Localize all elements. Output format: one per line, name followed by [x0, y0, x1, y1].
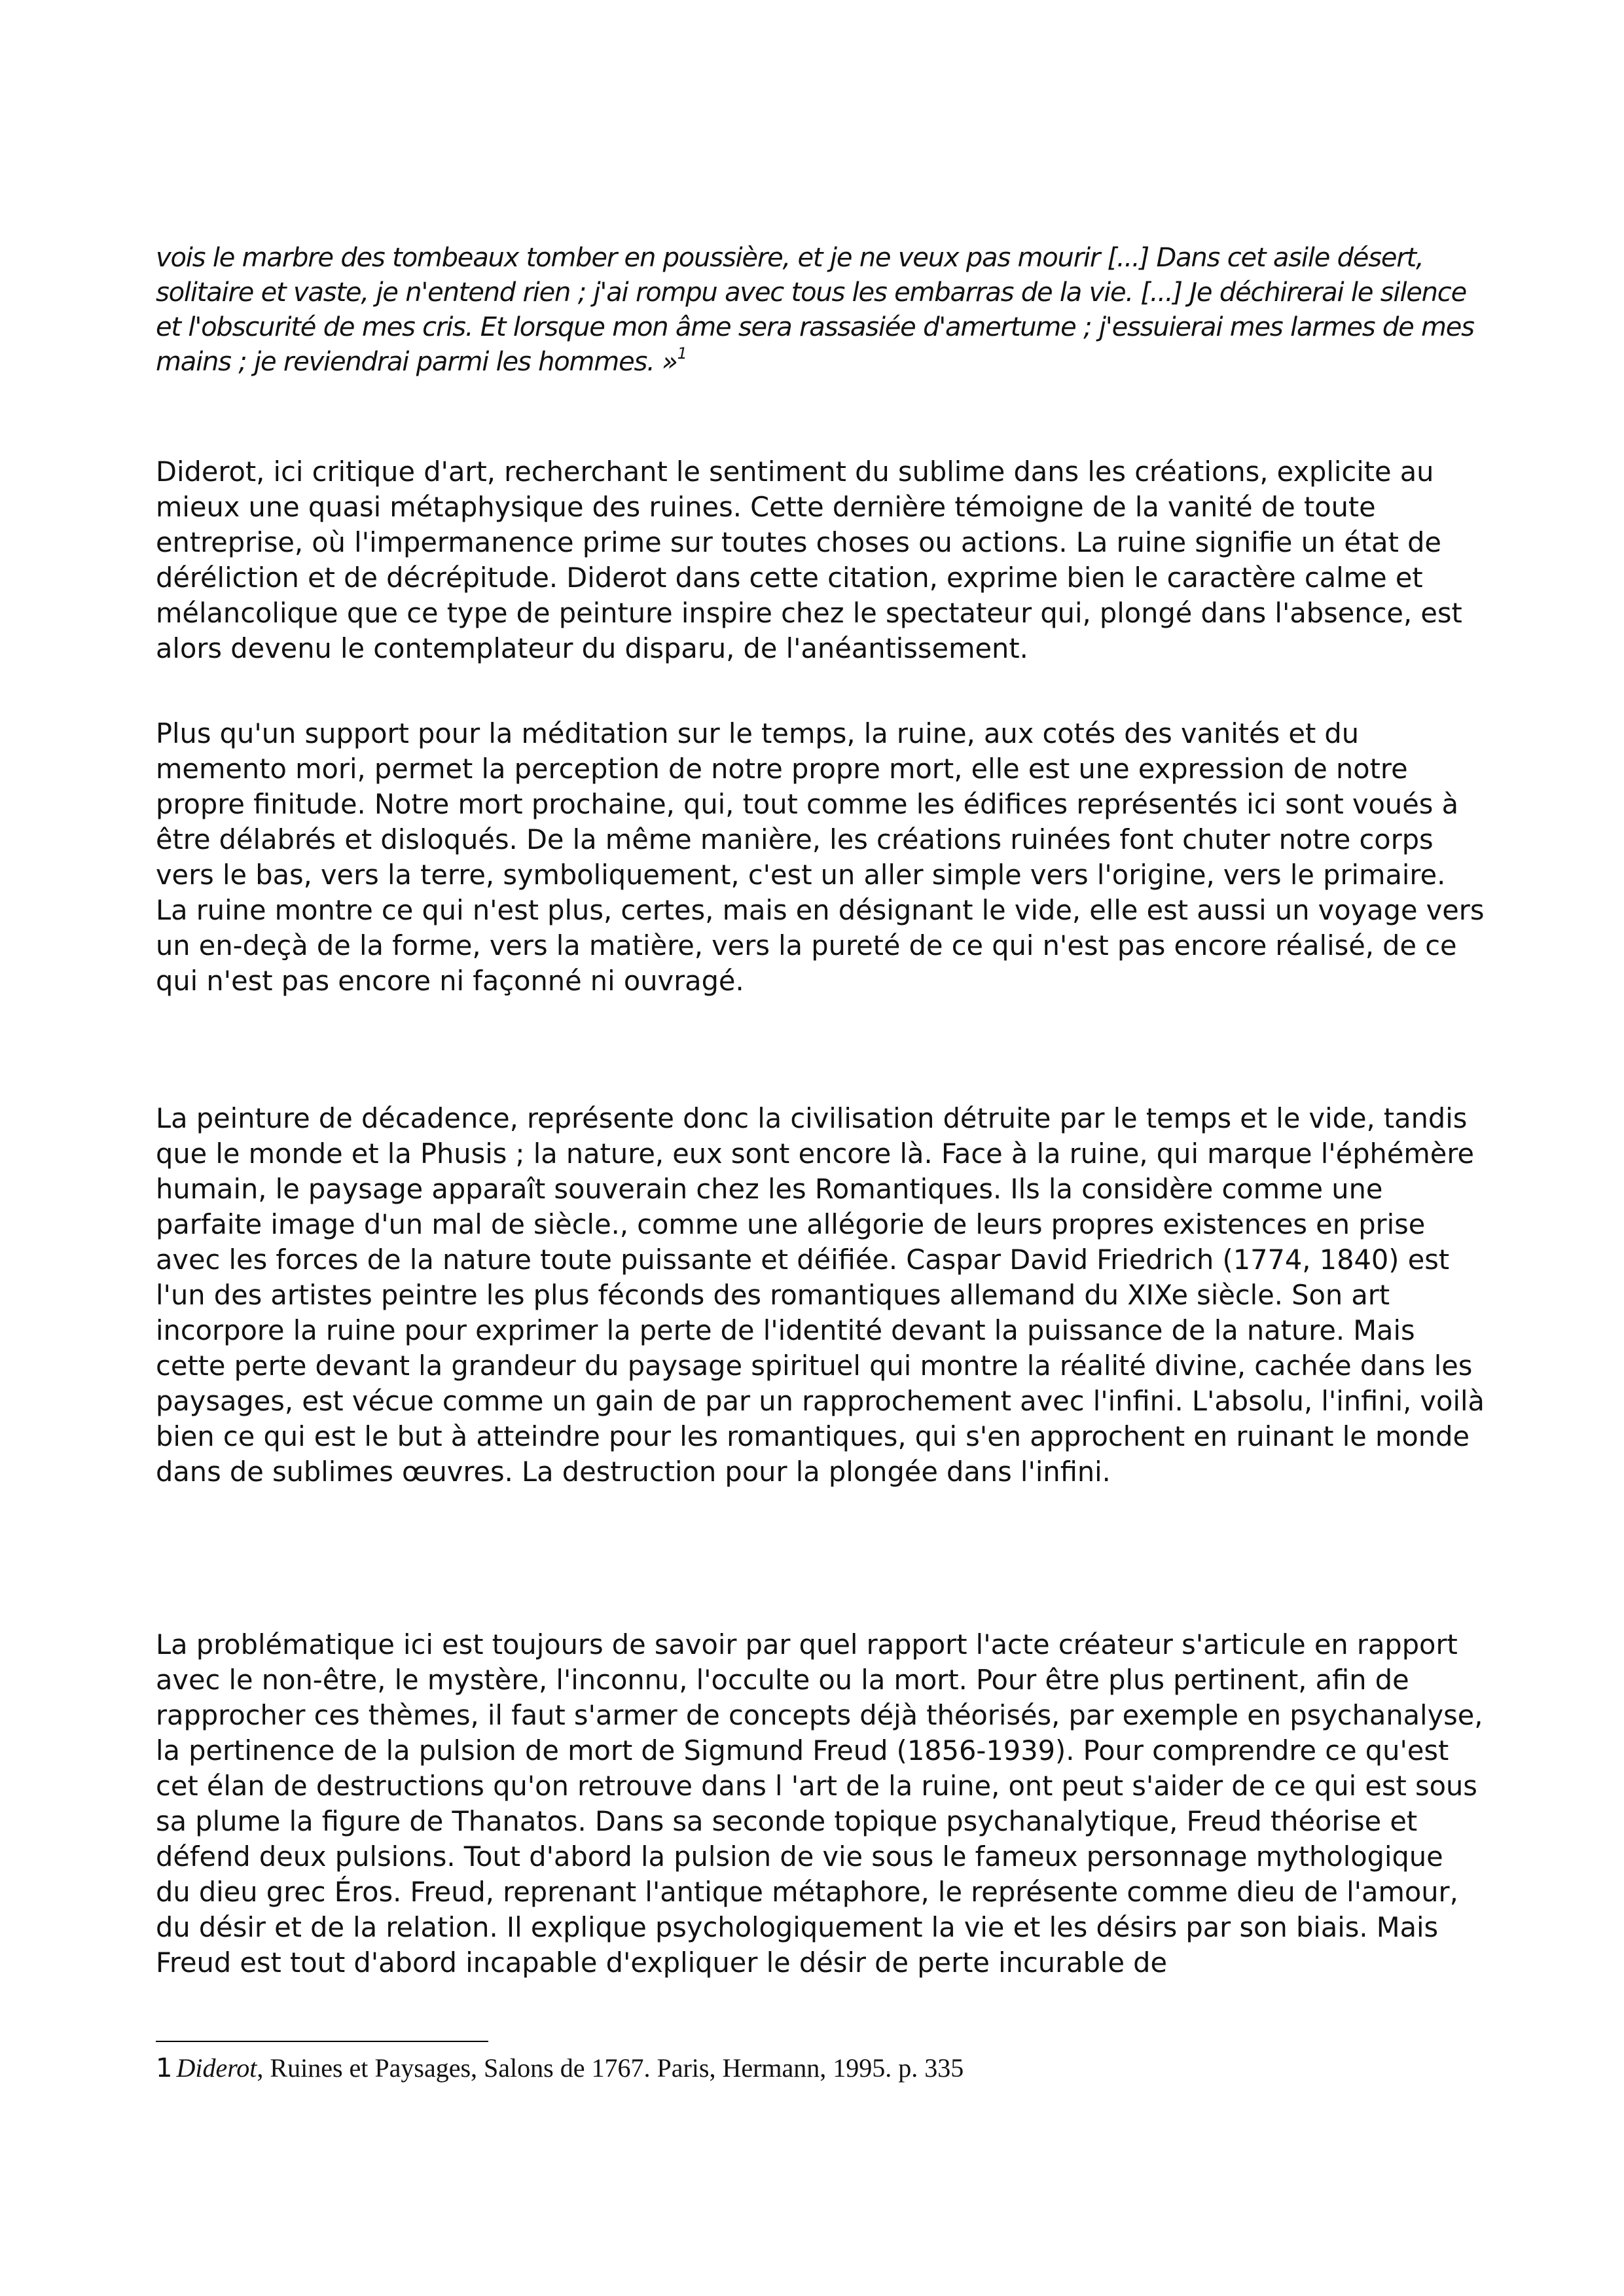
footnote-separator — [156, 2041, 488, 2042]
footnote-author: Diderot — [176, 2053, 257, 2083]
footnote — [156, 2051, 1485, 2085]
body-paragraph-4: La problématique ici est toujours de savoir par quel rapport l'acte créateur s'articule en rapport avec le non-être, le mystère, l'inconnu, l'occulte ou la mort. Pour être plus pertinent, afin de rapprocher ces thèmes, il faut s'armer de concepts déjà théorisés, par exemple en psychanalyse, la pertinence de la pulsion de mort de Sigmund Freud (1856-1939). Pour comprendre ce qu'est cet élan de destructions qu'on retrouve dans l 'art de la ruine, ont peut s'aider de ce qui est sous sa plume la figure de Thanatos. Dans sa seconde topique psychanalytique, Freud théorise et défend deux pulsions. Tout d'abord la pulsion de vie sous le fameux personnage mythologique du dieu grec Éros. Freud, reprenant l'antique métaphore, le représente comme dieu de l'amour, du désir et de la relation. Il explique psychologiquement la vie et les désirs par son biais. Mais Freud est tout d'abord incapable d'expliquer le désir de perte incurable de — [156, 1628, 1483, 1979]
body-paragraph-2: Plus qu'un support pour la méditation sur le temps, la ruine, aux cotés des vanités et du memento mori, permet la perception de notre propre mort, elle est une expression de notre propre finitude. Notre mort prochaine, qui, tout comme les édifices représentés ici sont voués à être délabrés et disloqués. De la même manière, les créations ruinées font chuter notre corps vers le bas, vers la terre, symboliquement, c'est un aller simple vers l'origine, vers le primaire. La ruine montre ce qui n'est plus, certes, mais en désignant le vide, elle est aussi un voyage vers un en-deçà de la forme, vers la matière, vers la pureté de ce qui n'est pas encore réalisé, de ce qui n'est pas encore ni façonné ni ouvragé. — [156, 717, 1485, 997]
footnote-number: 1 — [156, 2053, 173, 2083]
body-paragraph-1: Diderot, ici critique d'art, recherchant le sentiment du sublime dans les créations, explicite au mieux une quasi métaphysique des ruines. Cette dernière témoigne de la vanité de toute entreprise, où l'impermanence prime sur toutes choses ou actions. La ruine signifie un état de déréliction et de décrépitude. Diderot dans cette citation, exprime bien le caractère calme et mélancolique que ce type de peinture inspire chez le spectateur qui, plongé dans l'absence, est alors devenu le contemplateur du disparu, de l'anéantissement. — [156, 456, 1462, 664]
footnote-reference[interactable]: 1 — [677, 344, 687, 363]
footnote-citation: , Ruines et Paysages, Salons de 1767. Paris, Hermann, 1995. p. 335 — [257, 2053, 964, 2083]
body-paragraph-3: La peinture de décadence, représente donc la civilisation détruite par le temps et le vide, tandis que le monde et la Phusis ; la nature, eux sont encore là. Face à la ruine, qui marque l'éphémère humain, le paysage apparaît souverain chez les Romantiques. Ils la considère comme une parfaite image d'un mal de siècle., comme une allégorie de leurs propres existences en prise avec les forces de la nature toute puissante et déifiée. Caspar David Friedrich (1774, 1840) est l'un des artistes peintre les plus féconds des romantiques allemand du XIXe siècle. Son art incorpore la ruine pour exprimer la perte de l'identité devant la puissance de la nature. Mais cette perte devant la grandeur du paysage spirituel qui montre la réalité divine, cachée dans les paysages, est vécue comme un gain de par un rapprochement avec l'infini. L'absolu, l'infini, voilà bien ce qui est le but à atteindre pour les romantiques, qui s'en approchent en ruinant le monde dans de sublimes œuvres. La destruction pour la plongée dans l'infini. — [156, 1102, 1485, 1488]
block-quote — [156, 241, 1491, 380]
quote-text: vois le marbre des tombeaux tomber en poussière, et je ne veux pas mourir [...] Dans cet asile désert, solitaire et vaste, je n'entend rien ; j'ai rompu avec tous les embarras de la vie. [...] Je déchirerai le silence et l'obscurité de mes cris. Et lorsque mon âme sera rassasiée d'amertume ; j'essuierai mes larmes de mes mains ; je reviendrai parmi les hommes. » — [156, 243, 1474, 377]
